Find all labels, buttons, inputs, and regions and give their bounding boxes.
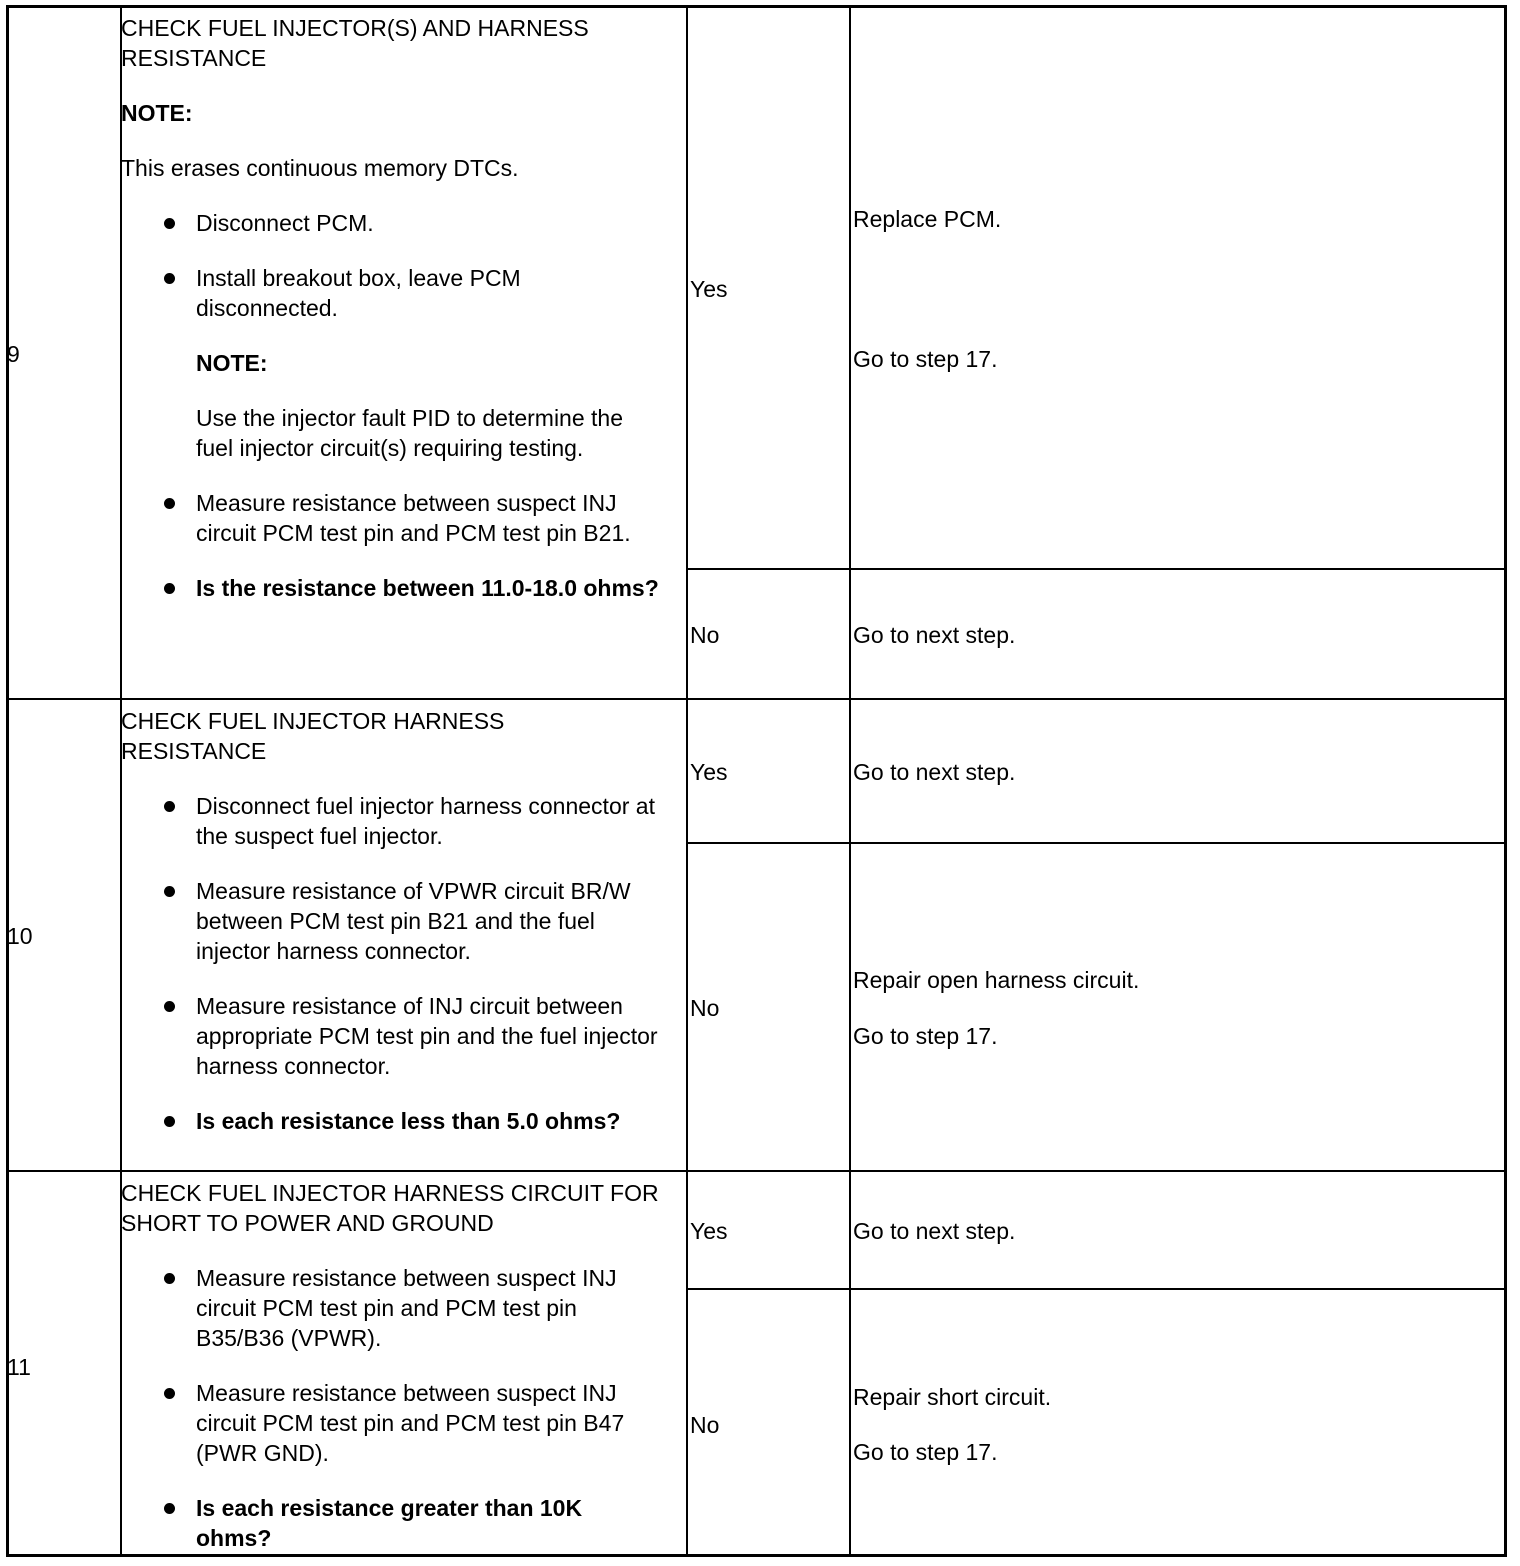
result-divider	[686, 1288, 1507, 1290]
list-item: Measure resistance between suspect INJ circuit PCM test pin and PCM test pin B21.	[121, 488, 661, 548]
action-list	[121, 208, 661, 603]
question-item: Is each resistance less than 5.0 ohms?	[121, 1106, 661, 1136]
bullet-icon	[164, 1273, 175, 1284]
action-text: Replace PCM.	[853, 206, 1002, 232]
list-item: Disconnect fuel injector harness connector at the suspect fuel injector.	[121, 791, 661, 851]
action-list	[121, 1263, 661, 1553]
bullet-icon	[164, 273, 175, 284]
bullet-icon	[164, 1388, 175, 1399]
goto-text: Go to step 17.	[853, 346, 998, 372]
list-item: Measure resistance of VPWR circuit BR/W between PCM test pin B21 and the fuel injector harness connector.	[121, 876, 661, 966]
goto-text: Go to step 17.	[853, 1023, 998, 1049]
bullet-icon	[164, 1503, 175, 1514]
step-number: 11	[7, 1354, 31, 1380]
action-text: Repair short circuit.	[853, 1384, 1052, 1410]
step-title: CHECK FUEL INJECTOR HARNESS CIRCUIT FOR SHORT TO POWER AND GROUND	[121, 1180, 659, 1236]
result-divider	[686, 842, 1507, 844]
action-text: Go to next step.	[853, 622, 1016, 648]
result-yes: Yes	[690, 276, 728, 302]
result-no: No	[690, 1412, 720, 1438]
row-divider	[6, 1170, 1507, 1172]
bullet-icon	[164, 1001, 175, 1012]
list-item: Disconnect PCM.	[121, 208, 661, 238]
bullet-icon	[164, 583, 175, 594]
bullet-icon	[164, 1116, 175, 1127]
bullet-icon	[164, 218, 175, 229]
result-divider	[686, 568, 1507, 570]
action-list	[121, 791, 661, 1136]
step-title: CHECK FUEL INJECTOR HARNESS RESISTANCE	[121, 708, 505, 764]
note-label: NOTE:	[196, 350, 268, 376]
note-label: NOTE:	[121, 100, 193, 126]
action-text: Go to next step.	[853, 1218, 1016, 1244]
result-no: No	[690, 622, 720, 648]
list-item: Measure resistance of INJ circuit between appropriate PCM test pin and the fuel injector harness connector.	[121, 991, 661, 1081]
result-no: No	[690, 995, 720, 1021]
action-text: Go to next step.	[853, 759, 1016, 785]
bullet-icon	[164, 801, 175, 812]
list-item: Measure resistance between suspect INJ circuit PCM test pin and PCM test pin B47 (PWR GND).	[121, 1378, 661, 1468]
step-number: 10	[7, 923, 33, 949]
goto-text: Go to step 17.	[853, 1439, 998, 1465]
note-text: This erases continuous memory DTCs.	[121, 155, 519, 181]
result-yes: Yes	[690, 759, 728, 785]
column-divider	[686, 5, 688, 1557]
list-item: Measure resistance between suspect INJ circuit PCM test pin and PCM test pin B35/B36 (VPWR).	[121, 1263, 661, 1353]
column-divider	[849, 5, 851, 1557]
step-test-column	[121, 13, 661, 603]
step-number: 9	[7, 341, 20, 367]
action-text: Repair open harness circuit.	[853, 967, 1140, 993]
result-yes: Yes	[690, 1218, 728, 1244]
step-title: CHECK FUEL INJECTOR(S) AND HARNESS RESISTANCE	[121, 15, 589, 71]
bullet-icon	[164, 886, 175, 897]
step-test-column	[121, 1178, 661, 1553]
list-item: Install breakout box, leave PCM disconnected. NOTE: Use the injector fault PID to determine the fuel injector circuit(s) requiring testing.	[121, 263, 661, 463]
question-item: Is the resistance between 11.0-18.0 ohms?	[121, 573, 661, 603]
note-text: Use the injector fault PID to determine the fuel injector circuit(s) requiring testing.	[196, 405, 623, 461]
question-item: Is each resistance greater than 10K ohms?	[121, 1493, 661, 1553]
step-test-column	[121, 706, 661, 1136]
row-divider	[6, 698, 1507, 700]
bullet-icon	[164, 498, 175, 509]
